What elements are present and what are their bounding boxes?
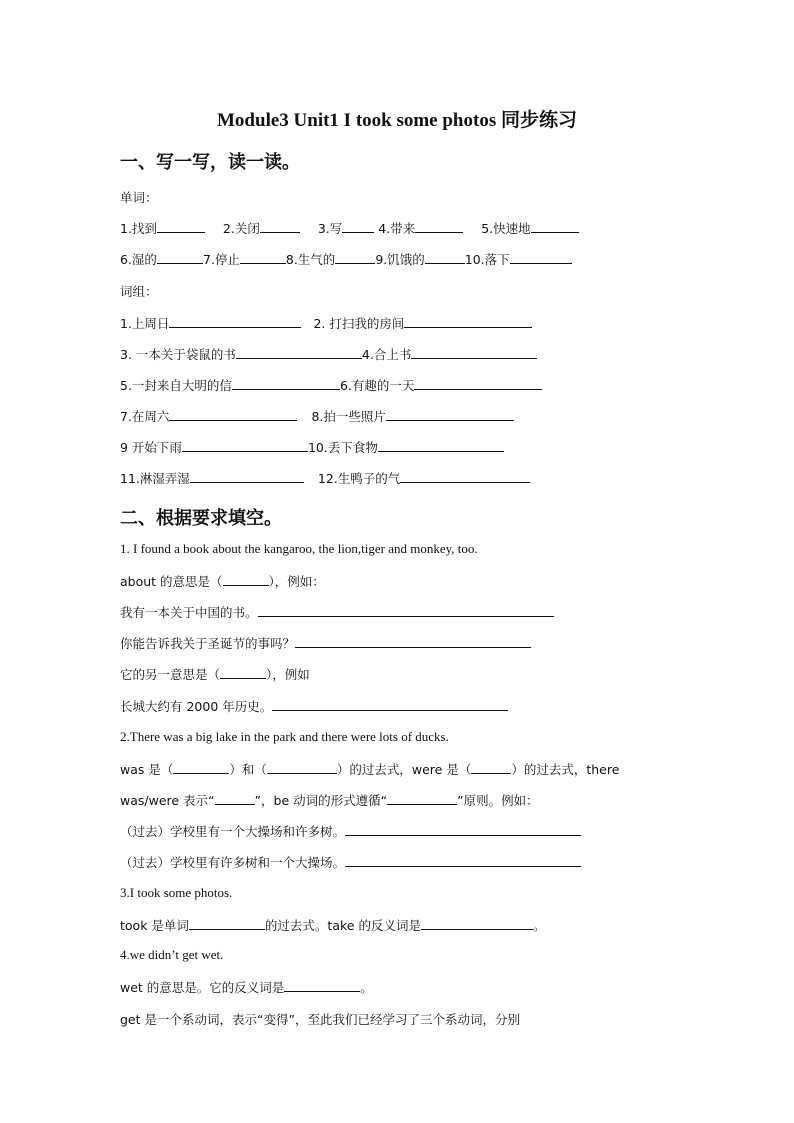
words-row-1 bbox=[120, 219, 593, 237]
section1-heading: 一、写一写，读一读。 bbox=[120, 152, 300, 173]
q2-line-2: was/were 表示“ ”，be 动词的形式遵循“ ”原则。例如： bbox=[120, 793, 539, 808]
q2-line-3: （过去）学校里有一个大操场和许多树。 bbox=[120, 822, 581, 840]
q3-line-1: took 是单词 的过去式。take 的反义词是 。 bbox=[120, 918, 546, 933]
phrases-label: 词组： bbox=[120, 284, 158, 299]
phrase-row-4: 7.在周六 8.拍一些照片 bbox=[120, 407, 514, 425]
phrase-row-1: 1.上周日 2. 打扫我的房间 bbox=[120, 314, 532, 332]
q1-line-3: 你能告诉我关于圣诞节的事吗？ bbox=[120, 634, 531, 652]
q2-line-1: was 是（ ）和（ ）的过去式，were 是（ ）的过去式，there bbox=[120, 762, 620, 777]
q1-line-1: about 的意思是（ ），例如： bbox=[120, 574, 325, 589]
q4-line-1: wet 的意思是。它的反义词是 。 bbox=[120, 980, 373, 995]
q1-line-5: 长城大约有 2000 年历史。 bbox=[120, 697, 508, 715]
word-item: 3.写 bbox=[318, 219, 374, 237]
phrase-row-3: 5.一封来自大明的信 6.有趣的一天 bbox=[120, 376, 542, 394]
words-label: 单词： bbox=[120, 190, 158, 205]
q2-sentence: 2.There was a big lake in the park and there were lots of ducks. bbox=[120, 729, 449, 744]
section2-heading: 二、根据要求填空。 bbox=[120, 508, 282, 529]
words-row-2: 6.湿的 7.停止 8.生气的 9.饥饿的 10.落下 bbox=[120, 250, 572, 268]
q1-sentence: 1. I found a book about the kangaroo, the lion,tiger and monkey, too. bbox=[120, 541, 478, 556]
q1-line-2: 我有一本关于中国的书。 bbox=[120, 603, 554, 621]
phrase-row-2: 3. 一本关于袋鼠的书 4.合上书 bbox=[120, 345, 537, 363]
page-title: Module3 Unit1 I took some photos 同步练习 bbox=[217, 110, 577, 131]
q3-sentence: 3.I took some photos. bbox=[120, 885, 233, 900]
phrase-row-5: 9 开始下雨 10.丢下食物 bbox=[120, 438, 504, 456]
q4-sentence: 4.we didn’t get wet. bbox=[120, 947, 224, 962]
word-item: 4.带来 bbox=[378, 219, 463, 237]
q4-line-2: get 是一个系动词，表示“变得”，至此我们已经学习了三个系动词，分别 bbox=[120, 1012, 520, 1027]
q1-line-4: 它的另一意思是（ ），例如 bbox=[120, 667, 310, 682]
word-item: 5.快速地 bbox=[481, 219, 578, 237]
q2-line-4: （过去）学校里有许多树和一个大操场。 bbox=[120, 853, 581, 871]
word-item: 2.关闭 bbox=[223, 219, 300, 237]
phrase-row-6: 11.淋湿弄湿 12.生鸭子的气 bbox=[120, 469, 530, 487]
word-item: 1.找到 bbox=[120, 219, 205, 237]
